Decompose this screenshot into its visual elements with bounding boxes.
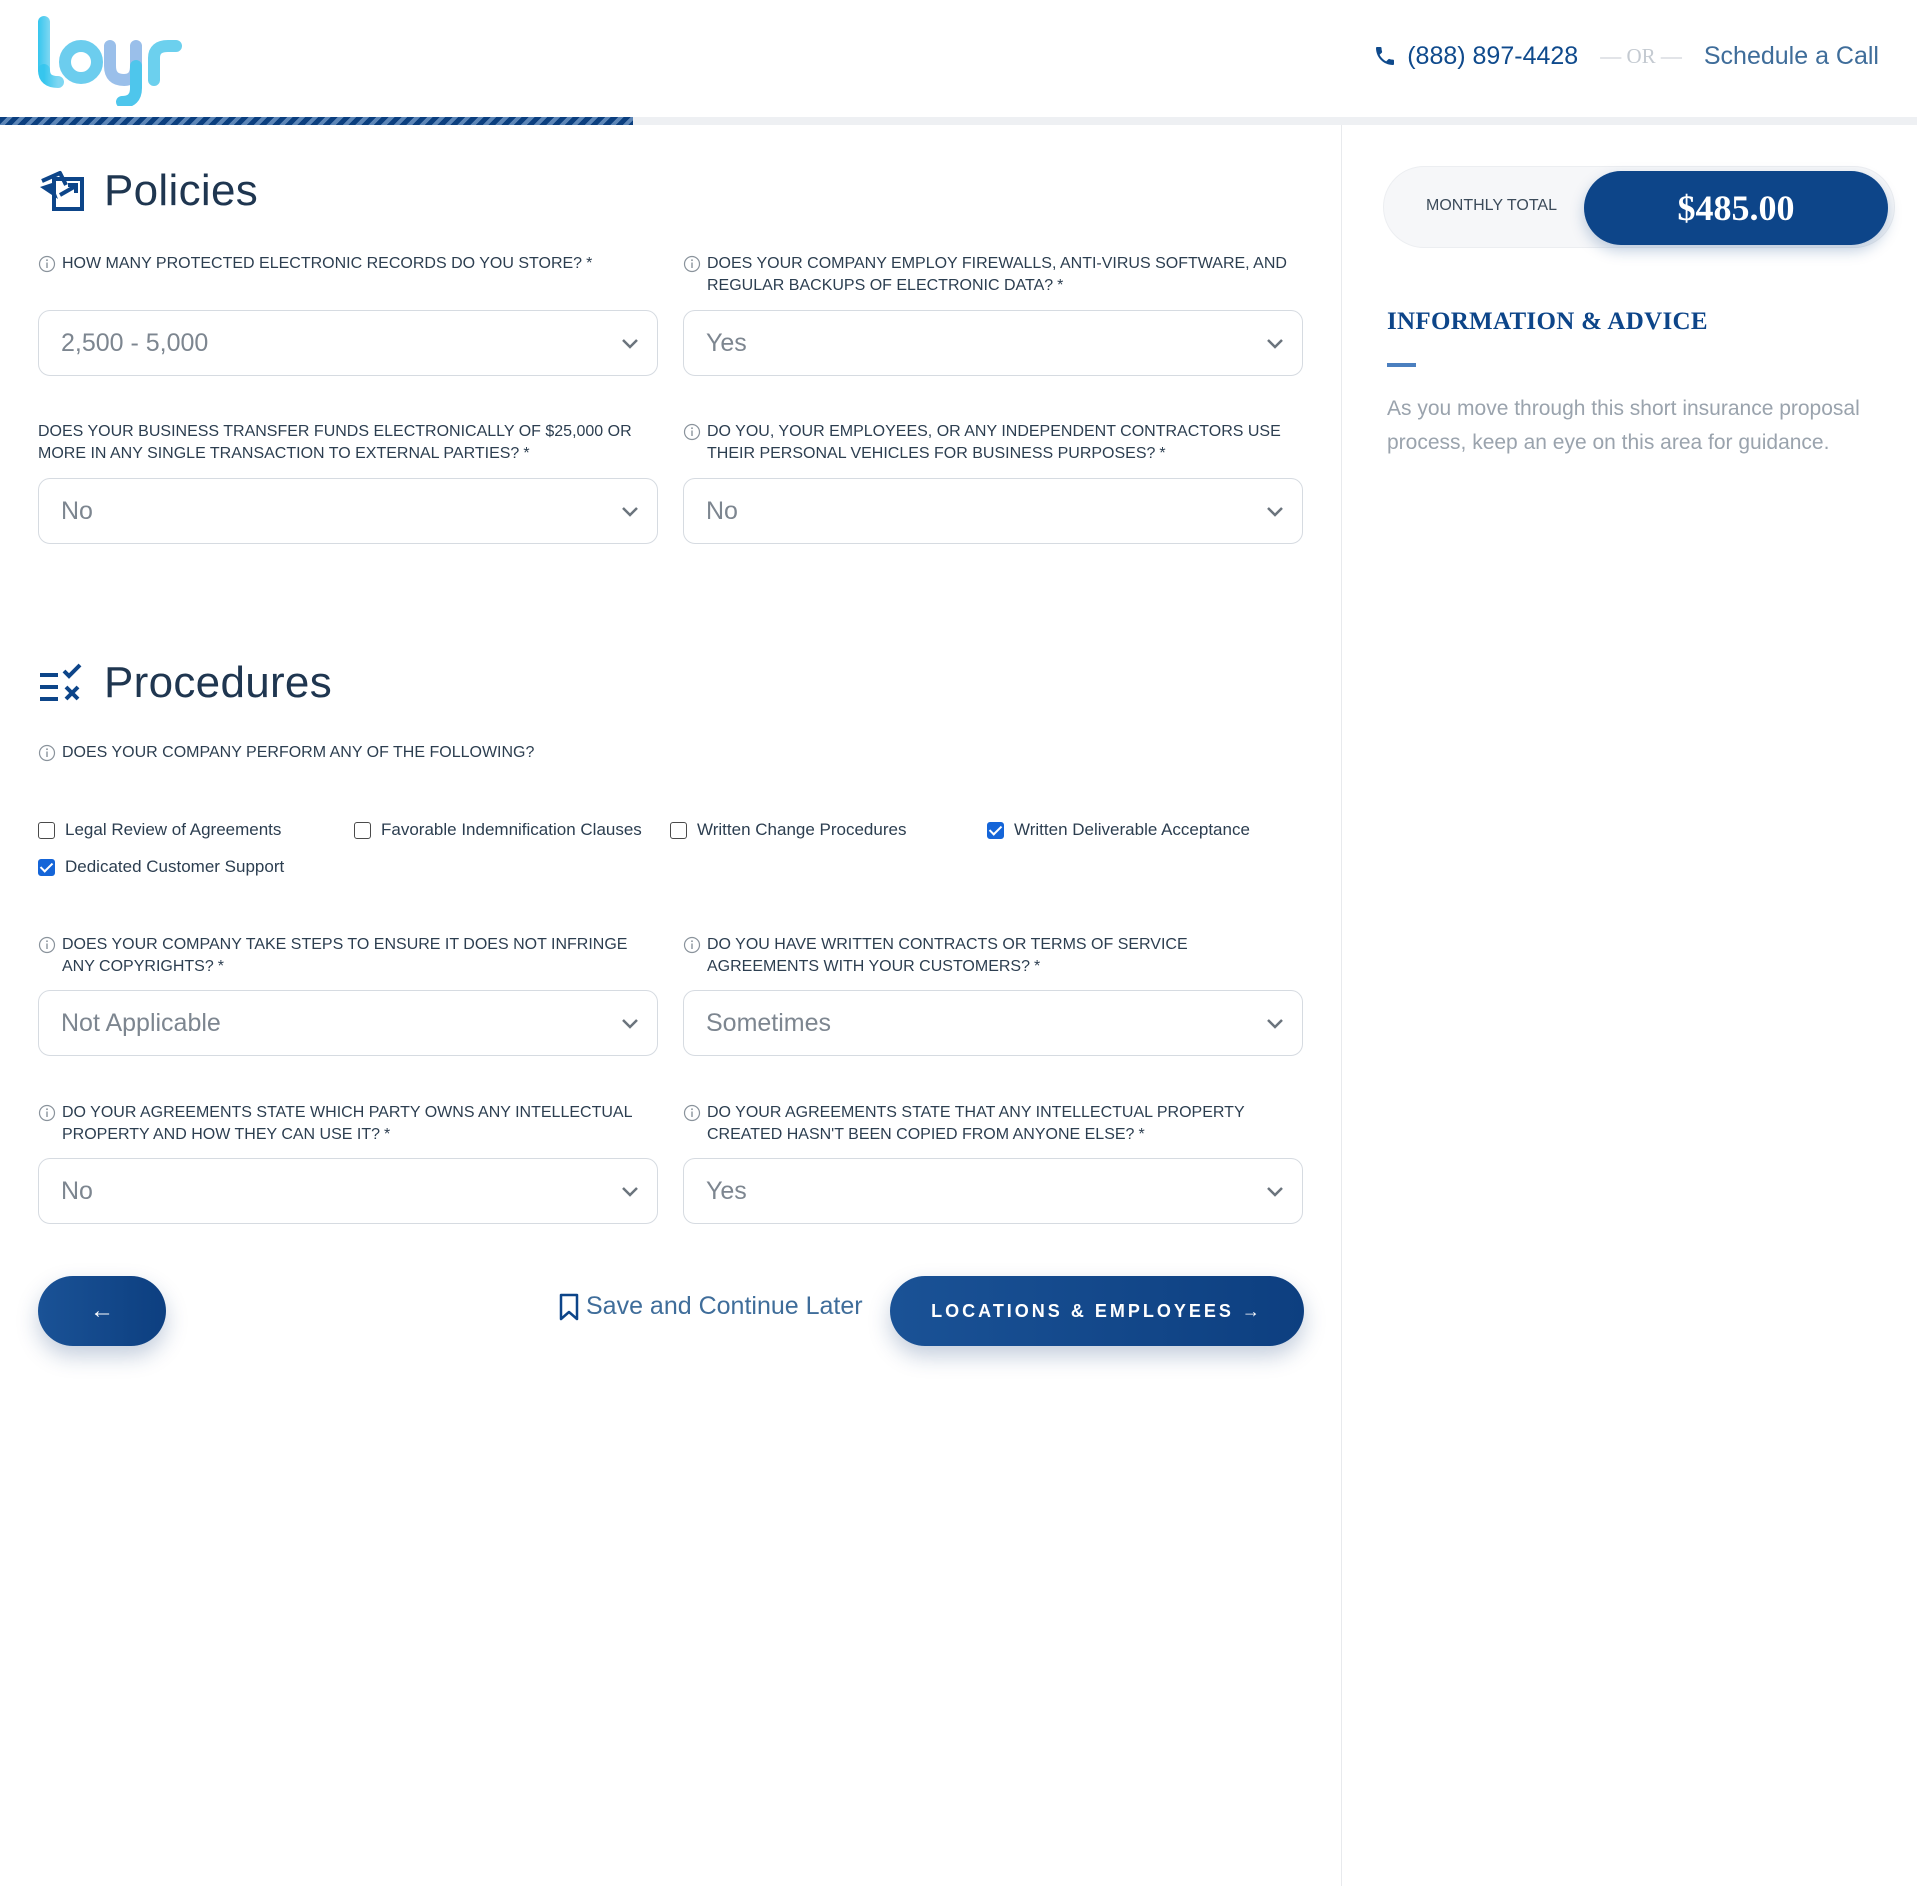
column-divider [1341, 125, 1342, 1886]
procedures-title: Procedures [104, 658, 333, 707]
chevron-down-icon [621, 505, 639, 519]
personal-vehicles-select[interactable] [683, 478, 1303, 544]
layr-logo[interactable] [36, 10, 186, 106]
phone-number-link[interactable]: (888) 897-4428 [1407, 41, 1579, 70]
checkbox-indemnification[interactable] [354, 820, 642, 840]
required-mark: * [384, 1126, 391, 1143]
checkbox-customer-support[interactable] [38, 857, 284, 877]
ip-not-copied-select[interactable] [683, 1158, 1303, 1224]
contact-bar [1373, 36, 1879, 76]
required-mark: * [523, 445, 530, 462]
required-mark: * [1034, 958, 1041, 975]
info-icon[interactable] [683, 1104, 701, 1122]
ip-ownership-select[interactable] [38, 1158, 658, 1224]
select-value: No [61, 1176, 93, 1205]
checkbox-box[interactable] [38, 859, 55, 876]
checkbox-label: Legal Review of Agreements [65, 820, 282, 839]
checkbox-box[interactable] [38, 822, 55, 839]
select-value: No [706, 496, 738, 525]
required-mark: * [217, 958, 224, 975]
chevron-down-icon [621, 1017, 639, 1031]
chevron-down-icon [1266, 1017, 1284, 1031]
advice-text: As you move through this short insurance proposal process, keep an eye on this area for guidance. [1387, 397, 1860, 454]
save-continue-later-link[interactable] [558, 1292, 863, 1321]
checkbox-label: Written Change Procedures [697, 820, 907, 839]
info-icon[interactable] [38, 744, 56, 762]
info-icon[interactable] [38, 936, 56, 954]
question-label: DOES YOUR COMPANY TAKE STEPS TO ENSURE IT DOES NOT INFRINGE ANY COPYRIGHTS? [62, 936, 628, 975]
phone-icon [1373, 44, 1397, 68]
or-separator: — OR — [1600, 43, 1682, 68]
question-label: DO YOUR AGREEMENTS STATE WHICH PARTY OWNS ANY INTELLECTUAL PROPERTY AND HOW THEY CAN USE IT? [62, 1104, 632, 1143]
info-icon[interactable] [38, 255, 56, 273]
question-ip-not-copied [683, 1102, 1303, 1146]
question-records [38, 253, 658, 275]
checkbox-box[interactable] [987, 822, 1004, 839]
advice-rule [1387, 363, 1416, 367]
select-value: Yes [706, 328, 747, 357]
chevron-down-icon [1266, 337, 1284, 351]
required-mark: * [1138, 1126, 1145, 1143]
header [0, 0, 1917, 118]
question-copyrights [38, 934, 658, 978]
info-icon[interactable] [683, 936, 701, 954]
policies-icon [38, 169, 88, 213]
back-button[interactable]: ← [38, 1276, 166, 1346]
checkbox-label: Dedicated Customer Support [65, 857, 285, 876]
procedures-heading [38, 658, 332, 708]
chevron-down-icon [621, 337, 639, 351]
monthly-total-label: MONTHLY TOTAL [1426, 197, 1557, 214]
save-later-label: Save and Continue Later [586, 1292, 863, 1320]
required-mark: * [1159, 445, 1166, 462]
schedule-call-link[interactable]: Schedule a Call [1703, 41, 1879, 70]
info-icon[interactable] [683, 255, 701, 273]
question-label: DO YOU, YOUR EMPLOYEES, OR ANY INDEPENDENT CONTRACTORS USE THEIR PERSONAL VEHICLES FOR BUSINESS PURPOSES? [707, 423, 1281, 462]
question-written-contracts [683, 934, 1303, 978]
monthly-total-value: $485.00 [1584, 171, 1888, 245]
firewalls-select[interactable] [683, 310, 1303, 376]
select-value: 2,500 - 5,000 [61, 328, 209, 357]
advice-title: INFORMATION & ADVICE [1387, 308, 1708, 335]
checkbox-label: Written Deliverable Acceptance [1014, 820, 1250, 839]
question-label: DOES YOUR COMPANY PERFORM ANY OF THE FOLLOWING? [62, 744, 535, 761]
checkbox-box[interactable] [670, 822, 687, 839]
select-value: No [61, 496, 93, 525]
bookmark-icon [558, 1293, 580, 1321]
checkbox-box[interactable] [354, 822, 371, 839]
question-perform-following [38, 742, 938, 764]
records-select[interactable] [38, 310, 658, 376]
chevron-down-icon [1266, 505, 1284, 519]
question-label: DO YOUR AGREEMENTS STATE THAT ANY INTELLECTUAL PROPERTY CREATED HASN'T BEEN COPIED FROM ANYONE ELSE? [707, 1104, 1245, 1143]
question-label: DO YOU HAVE WRITTEN CONTRACTS OR TERMS OF SERVICE AGREEMENTS WITH YOUR CUSTOMERS? [707, 936, 1188, 975]
question-label: DOES YOUR BUSINESS TRANSFER FUNDS ELECTRONICALLY OF $25,000 OR MORE IN ANY SINGLE TRANSACTION TO EXTERNAL PARTIES? [38, 423, 632, 462]
chevron-down-icon [621, 1185, 639, 1199]
policies-title: Policies [104, 166, 259, 215]
question-label: HOW MANY PROTECTED ELECTRONIC RECORDS DO YOU STORE? [62, 255, 583, 272]
chevron-down-icon [1266, 1185, 1284, 1199]
checkbox-label: Favorable Indemnification Clauses [381, 820, 642, 839]
checkbox-change-procedures[interactable] [670, 820, 906, 840]
question-ip-ownership [38, 1102, 658, 1146]
monthly-total-pill [1383, 166, 1895, 248]
funds-transfer-select[interactable] [38, 478, 658, 544]
procedures-icon [38, 661, 88, 705]
select-value: Yes [706, 1176, 747, 1205]
info-icon[interactable] [683, 423, 701, 441]
required-mark: * [1057, 277, 1064, 294]
question-personal-vehicles [683, 421, 1303, 465]
required-mark: * [586, 255, 593, 272]
next-locations-employees-button[interactable]: LOCATIONS & EMPLOYEES → [890, 1276, 1304, 1346]
checkbox-legal-review[interactable] [38, 820, 281, 840]
copyrights-select[interactable] [38, 990, 658, 1056]
question-funds-transfer [38, 421, 658, 465]
written-contracts-select[interactable] [683, 990, 1303, 1056]
checkbox-deliverable-acceptance[interactable] [987, 820, 1250, 840]
policies-heading [38, 166, 258, 216]
question-label: DOES YOUR COMPANY EMPLOY FIREWALLS, ANTI-VIRUS SOFTWARE, AND REGULAR BACKUPS OF ELECTRONIC DATA? [707, 255, 1287, 294]
info-icon[interactable] [38, 1104, 56, 1122]
question-firewalls [683, 253, 1303, 297]
select-value: Sometimes [706, 1008, 832, 1037]
select-value: Not Applicable [61, 1008, 221, 1037]
progress-fill [0, 117, 633, 125]
progress-bar [0, 117, 1917, 125]
